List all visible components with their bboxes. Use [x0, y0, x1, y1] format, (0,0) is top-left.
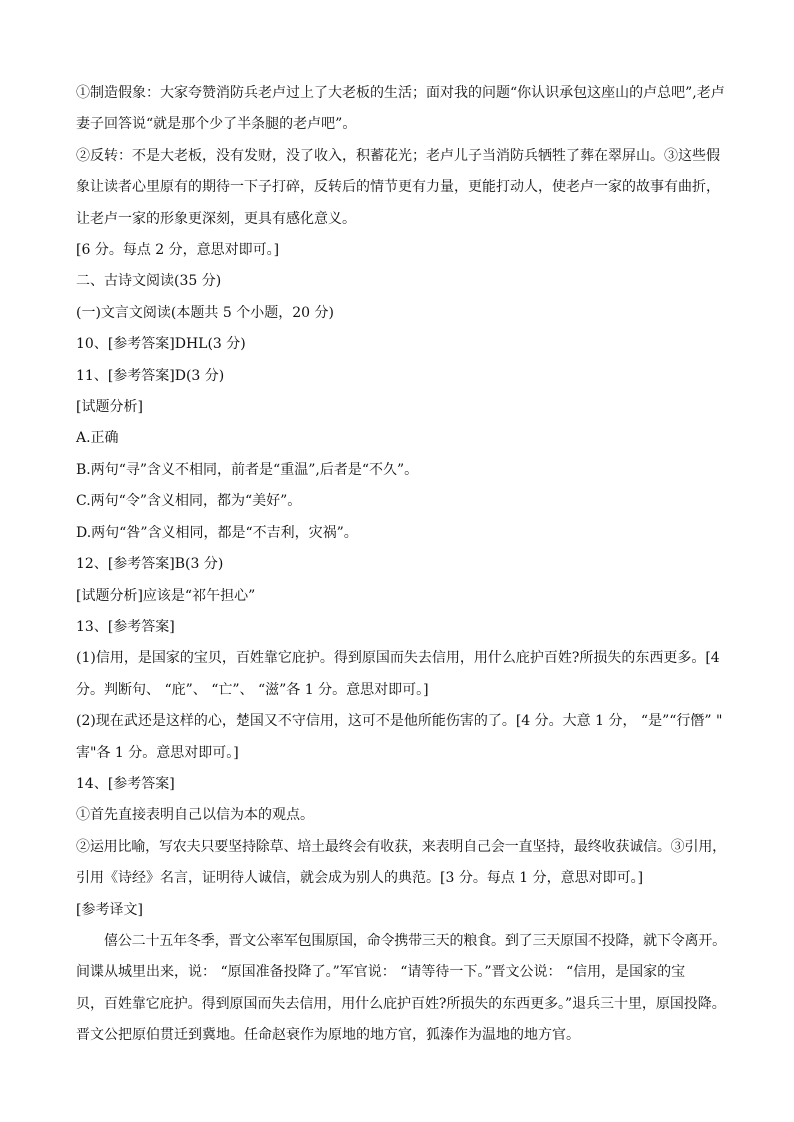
section-heading: 二、古诗文阅读(35 分): [76, 273, 222, 290]
text-line: ①制造假象：大家夸赞消防兵老卢过上了大老板的生活；面对我的问题“你认识承包这座山的卢总吧”,老卢: [76, 85, 725, 101]
text-line: [试题分析]应该是“祁午担心”: [76, 587, 256, 604]
text-line: 妻子回答说“就是那个少了半条腿的老卢吧”。: [76, 116, 357, 133]
text-line: 害"各 1 分。意思对即可。]: [76, 744, 239, 761]
text-line: 10、[参考答案]DHL(3 分): [76, 336, 246, 353]
text-line: ①首先直接表明自己以信为本的观点。: [76, 807, 314, 824]
text-line: ②运用比喻，写农夫只要坚持除草、培土最终会有收获，来表明自己会一直坚持，最终收获诚信。③引用，: [76, 838, 726, 855]
translation-line: 僖公二十五年冬季，晋文公率军包围原国，命令携带三天的粮食。到了三天原国不投降，就下令离开。: [104, 932, 726, 949]
translation-line: 晋文公把原伯贯迁到冀地。任命赵衰作为原地的地方官，狐溱作为温地的地方官。: [76, 1027, 580, 1044]
text-line: (1)信用，是国家的宝贝，百姓靠它庇护。得到原国而失去信用，用什么庇护百姓?所损失的东西更多。[4: [76, 650, 720, 667]
text-line: 14、[参考答案]: [76, 775, 175, 792]
text-line: 13、[参考答案]: [76, 618, 175, 635]
document-page: [76, 78, 726, 1052]
text-line: 12、[参考答案]B(3 分): [76, 556, 224, 573]
translation-line: 间谍从城里出来，说： “原国准备投降了。”军官说： “请等待一下。”晋文公说： “信用，是国家的宝: [76, 964, 686, 981]
text-line: [参考译文]: [76, 901, 143, 918]
subsection-heading: (一)文言文阅读(本题共 5 个小题，20 分): [76, 304, 334, 321]
text-line: 分。判断句、 “庇”、 “亡”、 “滋”各 1 分。意思对即可。]: [76, 681, 429, 698]
text-line: C.两句“令”含义相同，都为“美好”。: [76, 493, 302, 510]
text-line: 让老卢一家的形象更深刻，更具有感化意义。: [76, 210, 356, 227]
text-line: 11、[参考答案]D(3 分): [76, 367, 225, 384]
text-line: B.两句“寻”含义不相同，前者是“重温”,后者是“不久”。: [76, 461, 419, 478]
text-line: [6 分。每点 2 分，意思对即可。]: [76, 242, 280, 259]
text-line: ②反转：不是大老板，没有发财，没了收入，积蓄花光；老卢儿子当消防兵牺牲了葬在翠屏山。③这些假: [76, 147, 720, 164]
text-line: D.两句“咎”含义相同，都是“不吉利，灾祸”。: [76, 524, 358, 541]
text-line: [试题分析]: [76, 399, 143, 416]
text-line: 引用《诗经》名言，证明待人诚信，就会成为别人的典范。[3 分。每点 1 分，意思对即可。]: [76, 870, 644, 887]
text-line: 象让读者心里原有的期待一下子打碎，反转后的情节更有力量，更能打动人，使老卢一家的故事有曲折，: [76, 179, 720, 196]
translation-line: 贝，百姓靠它庇护。得到原国而失去信用，用什么庇护百姓?所损失的东西更多。”退兵三十里，原国投降。: [76, 995, 726, 1012]
text-line: A.正确: [76, 430, 119, 447]
text-line: (2)现在武还是这样的心，楚国又不守信用，这可不是他所能伤害的了。[4 分。大意 1 分， “是”“行僭” ": [76, 713, 723, 730]
